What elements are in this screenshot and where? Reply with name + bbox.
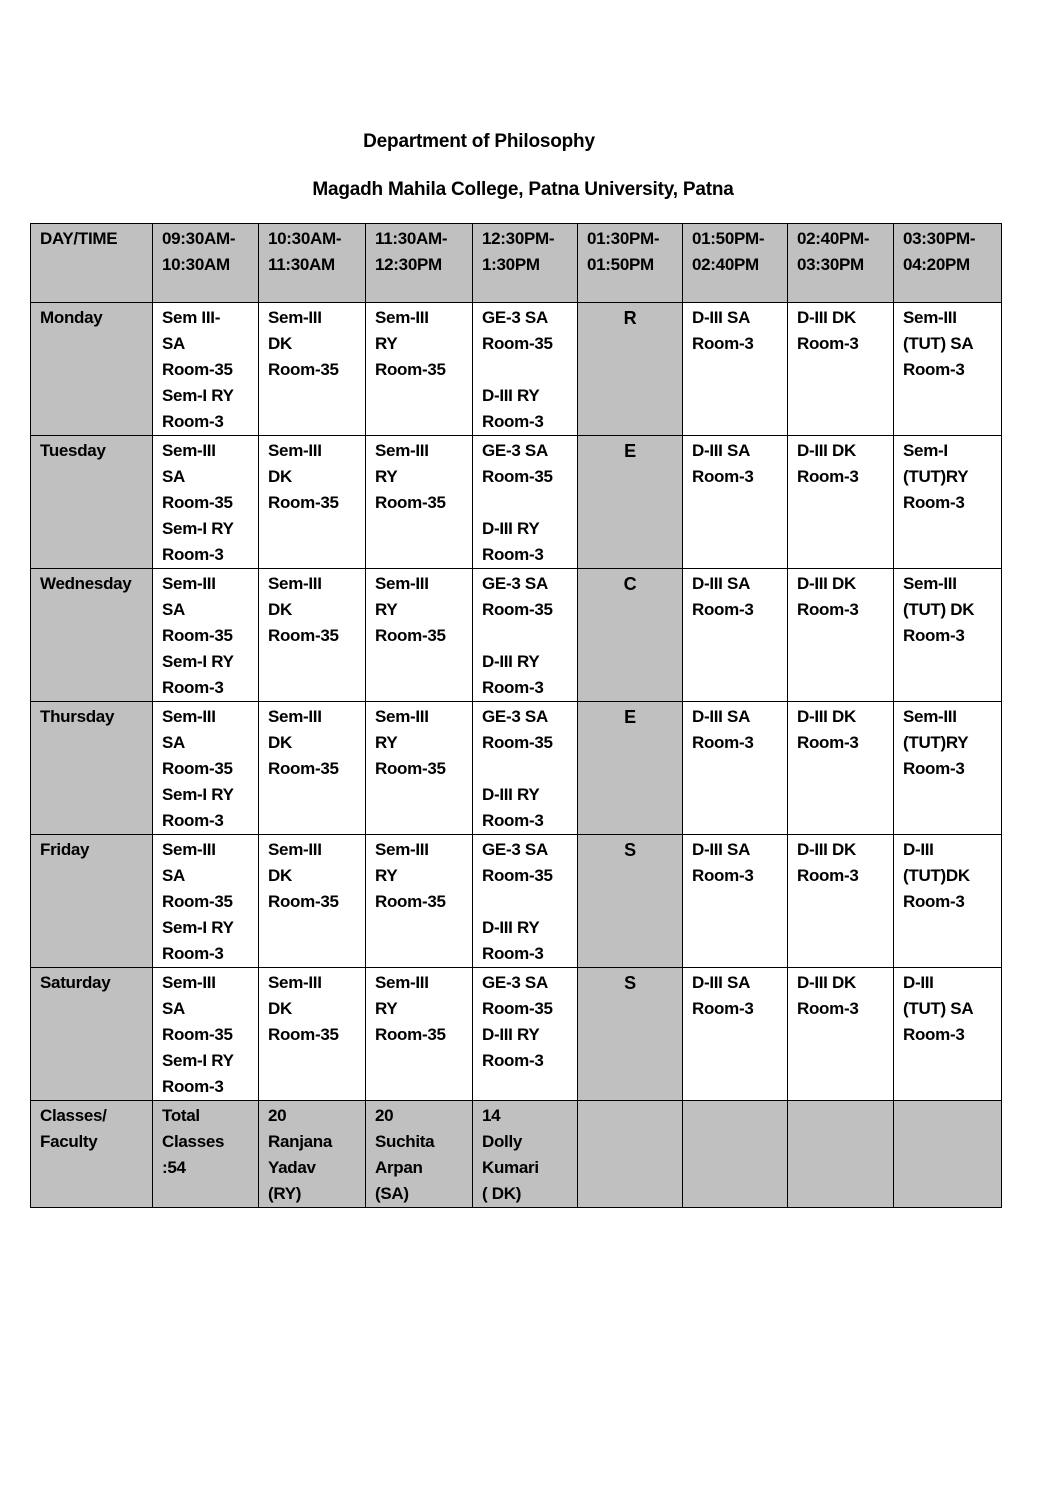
header-day-time: DAY/TIME <box>31 224 153 303</box>
summary-cell <box>578 1101 683 1208</box>
class-cell: Sem-III DK Room-35 <box>259 436 366 569</box>
summary-cell <box>894 1101 1002 1208</box>
summary-cell: 14 Dolly Kumari ( DK) <box>473 1101 578 1208</box>
class-cell: Sem-III DK Room-35 <box>259 569 366 702</box>
class-cell: GE-3 SA Room-35 D-III RY Room-3 <box>473 835 578 968</box>
summary-cell <box>788 1101 894 1208</box>
class-cell: GE-3 SA Room-35 D-III RY Room-3 <box>473 303 578 436</box>
day-label: Tuesday <box>31 436 153 569</box>
class-cell: Sem-III RY Room-35 <box>366 835 473 968</box>
class-cell: D-III SA Room-3 <box>683 835 788 968</box>
recess-cell: S <box>578 835 683 968</box>
class-cell: Sem-III (TUT)RY Room-3 <box>894 702 1002 835</box>
recess-cell: E <box>578 702 683 835</box>
class-cell: Sem-III SA Room-35 Sem-I RY Room-3 <box>153 835 259 968</box>
class-cell: GE-3 SA Room-35 D-III RY Room-3 <box>473 436 578 569</box>
class-cell: GE-3 SA Room-35 D-III RY Room-3 <box>473 968 578 1101</box>
recess-cell: R <box>578 303 683 436</box>
class-cell: Sem-III SA Room-35 Sem-I RY Room-3 <box>153 569 259 702</box>
summary-cell <box>683 1101 788 1208</box>
class-cell: Sem-I (TUT)RY Room-3 <box>894 436 1002 569</box>
class-cell: Sem-III RY Room-35 <box>366 303 473 436</box>
day-label: Wednesday <box>31 569 153 702</box>
day-label: Saturday <box>31 968 153 1101</box>
class-cell: D-III (TUT) SA Room-3 <box>894 968 1002 1101</box>
class-cell: Sem-III RY Room-35 <box>366 702 473 835</box>
class-cell: Sem-III DK Room-35 <box>259 702 366 835</box>
table-row-wednesday <box>31 569 1002 702</box>
class-cell: GE-3 SA Room-35 D-III RY Room-3 <box>473 569 578 702</box>
class-cell: D-III DK Room-3 <box>788 569 894 702</box>
header-slot-3: 11:30AM- 12:30PM <box>366 224 473 303</box>
header-slot-7: 02:40PM- 03:30PM <box>788 224 894 303</box>
summary-label: Classes/ Faculty <box>31 1101 153 1208</box>
header-slot-2: 10:30AM- 11:30AM <box>259 224 366 303</box>
class-cell: D-III SA Room-3 <box>683 702 788 835</box>
header-slot-8: 03:30PM- 04:20PM <box>894 224 1002 303</box>
table-row-thursday <box>31 702 1002 835</box>
document-subtitle: Magadh Mahila College, Patna University, Patna <box>312 179 734 200</box>
class-cell: Sem-III (TUT) DK Room-3 <box>894 569 1002 702</box>
class-cell: D-III DK Room-3 <box>788 702 894 835</box>
header-slot-6: 01:50PM- 02:40PM <box>683 224 788 303</box>
table-row-friday <box>31 835 1002 968</box>
recess-cell: C <box>578 569 683 702</box>
class-cell: Sem-III SA Room-35 Sem-I RY Room-3 <box>153 702 259 835</box>
class-cell: GE-3 SA Room-35 D-III RY Room-3 <box>473 702 578 835</box>
timetable <box>30 223 1002 1208</box>
class-cell: Sem-III RY Room-35 <box>366 968 473 1101</box>
recess-cell: S <box>578 968 683 1101</box>
class-cell: D-III SA Room-3 <box>683 436 788 569</box>
recess-cell: E <box>578 436 683 569</box>
class-cell: Sem-III SA Room-35 Sem-I RY Room-3 <box>153 968 259 1101</box>
class-cell: Sem-III DK Room-35 <box>259 968 366 1101</box>
class-cell: D-III SA Room-3 <box>683 303 788 436</box>
day-label: Thursday <box>31 702 153 835</box>
day-label: Friday <box>31 835 153 968</box>
summary-cell: Total Classes :54 <box>153 1101 259 1208</box>
class-cell: Sem-III RY Room-35 <box>366 436 473 569</box>
header-slot-1: 09:30AM- 10:30AM <box>153 224 259 303</box>
table-row-tuesday <box>31 436 1002 569</box>
class-cell: D-III DK Room-3 <box>788 303 894 436</box>
header-row <box>31 224 1002 303</box>
class-cell: Sem-III DK Room-35 <box>259 835 366 968</box>
class-cell: Sem-III (TUT) SA Room-3 <box>894 303 1002 436</box>
summary-cell: 20 Suchita Arpan (SA) <box>366 1101 473 1208</box>
class-cell: D-III SA Room-3 <box>683 968 788 1101</box>
class-cell: Sem-III SA Room-35 Sem-I RY Room-3 <box>153 436 259 569</box>
class-cell: Sem-III DK Room-35 <box>259 303 366 436</box>
class-cell: D-III SA Room-3 <box>683 569 788 702</box>
class-cell: D-III DK Room-3 <box>788 436 894 569</box>
class-cell: Sem III- SA Room-35 Sem-I RY Room-3 <box>153 303 259 436</box>
class-cell: D-III (TUT)DK Room-3 <box>894 835 1002 968</box>
header-slot-5: 01:30PM- 01:50PM <box>578 224 683 303</box>
class-cell: Sem-III RY Room-35 <box>366 569 473 702</box>
table-row-monday <box>31 303 1002 436</box>
table-row-saturday <box>31 968 1002 1101</box>
class-cell: D-III DK Room-3 <box>788 968 894 1101</box>
day-label: Monday <box>31 303 153 436</box>
header-slot-4: 12:30PM- 1:30PM <box>473 224 578 303</box>
table-row-summary <box>31 1101 1002 1208</box>
summary-cell: 20 Ranjana Yadav (RY) <box>259 1101 366 1208</box>
document-title: Department of Philosophy <box>363 131 595 152</box>
class-cell: D-III DK Room-3 <box>788 835 894 968</box>
